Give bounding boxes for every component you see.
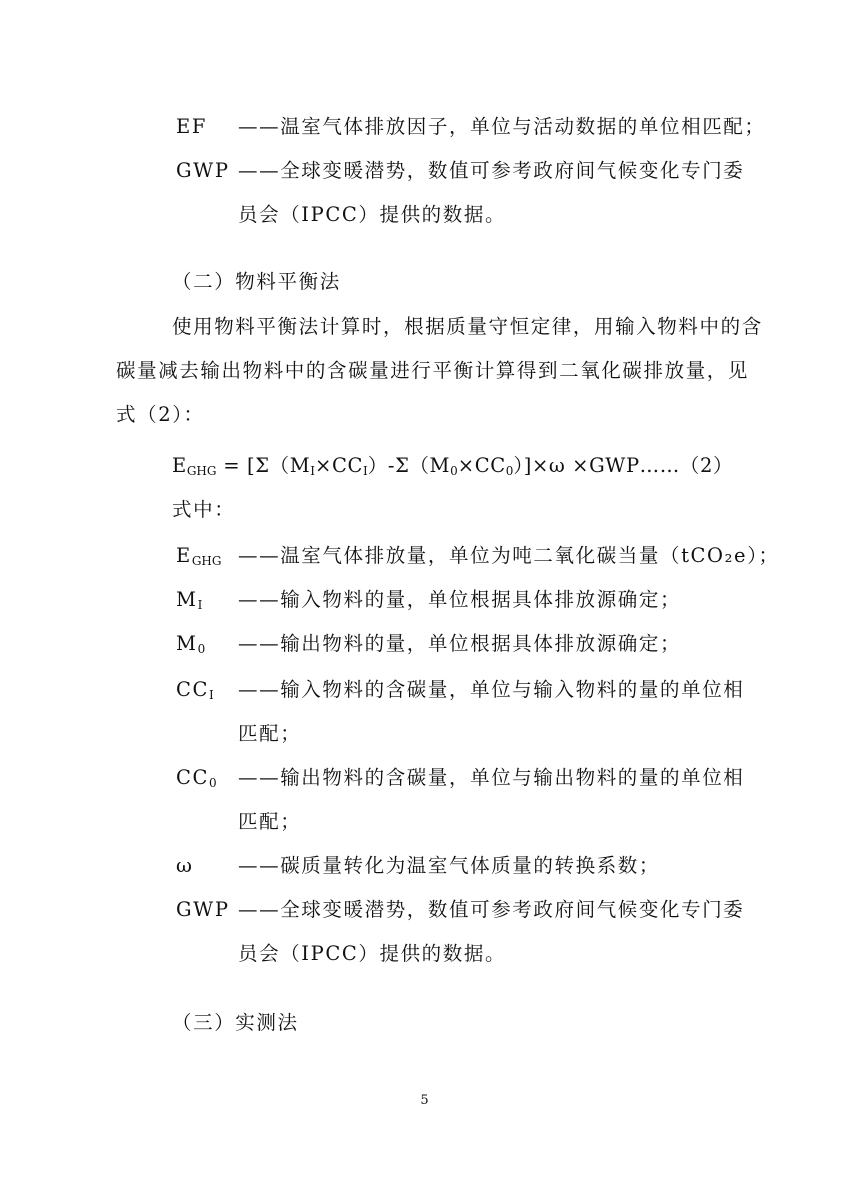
formula-2: $E_{GHG} = [\Sigma(M_I\times CC_I)-\Sigma(M_0\times CC_0)]\times\omega$ ×GWP……（2） — [172, 454, 734, 478]
definition-symbol: GWP — [176, 159, 230, 182]
definition-text: ——输入物料的含碳量，单位与输入物料的量的单位相 — [238, 678, 745, 701]
definition-text: ——输出物料的含碳量，单位与输出物料的量的单位相 — [238, 766, 745, 789]
definition-symbol: CC — [176, 766, 210, 789]
definition-text: ——全球变暖潜势，数值可参考政府间气候变化专门委 — [238, 159, 745, 182]
definition-symbol: E — [176, 544, 192, 567]
definition-symbol: ω — [176, 854, 194, 877]
definition-text: ——输入物料的量，单位根据具体排放源确定； — [238, 588, 682, 611]
section-heading-3: （三）实测法 — [172, 1011, 299, 1034]
paragraph-line: 式（2）： — [116, 403, 205, 426]
definition-text: ——碳质量转化为温室气体质量的转换系数； — [238, 854, 661, 877]
definition-symbol: M — [176, 632, 198, 655]
definition-text: ——输出物料的量，单位根据具体排放源确定； — [238, 632, 682, 655]
definition-symbol: M — [176, 588, 198, 611]
paragraph-line: 碳量减去输出物料中的含碳量进行平衡计算得到二氧化碳排放量，见 — [116, 359, 750, 382]
document-page: EF ——温室气体排放因子，单位与活动数据的单位相匹配； GWP ——全球变暖潜势，数值可参考政府间气候变化专门委 员会（IPCC）提供的数据。 （二）物料平衡法 使用物料平衡法计算时，根据质量守恒定律，用输入物料中的含 碳量减去输出物料中的含碳量进行平衡计算得到二氧化碳排放量，见 式（2）： $E_{GHG} = [\Sigma(M_I\times CC_I)-\Sigma(M_0\times CC_0)]\times\omega$ ×GWP……（2） 式中： $E_{GHG}$ ——温室气体排放量，单位为吨二氧化碳当量（tCO₂e）； $M_I$ ——输入物料的量，单位根据具体排放源确定； $M_0$ ——输出物料的量，单位根据具体排放源确定； $CC_I$ ——输入物料的含碳量，单位与输入物料的量的单位相 匹配； $CC_0$ ——输出物料的含碳量，单位与输出物料的量的单位相 匹配； ω ——碳质量转化为温室气体质量的转换系数； GWP ——全球变暖潜势，数值可参考政府间气候变化专门委 员会（IPCC）提供的数据。 （三）实测法 5 — [0, 0, 849, 1200]
section-heading-2: （二）物料平衡法 — [172, 270, 341, 293]
definition-symbol: EF — [176, 115, 207, 138]
definition-text: ——温室气体排放量，单位为吨二氧化碳当量（tCO₂e）； — [238, 544, 780, 567]
formula-intro: 式中： — [172, 498, 236, 521]
definition-text: ——温室气体排放因子，单位与活动数据的单位相匹配； — [238, 115, 766, 138]
definition-symbol: GWP — [176, 898, 230, 921]
definition-text: ——全球变暖潜势，数值可参考政府间气候变化专门委 — [238, 898, 745, 921]
page-number: 5 — [420, 1093, 429, 1108]
paragraph-line: 使用物料平衡法计算时，根据质量守恒定律，用输入物料中的含 — [172, 315, 763, 338]
definition-symbol: CC — [176, 678, 210, 701]
